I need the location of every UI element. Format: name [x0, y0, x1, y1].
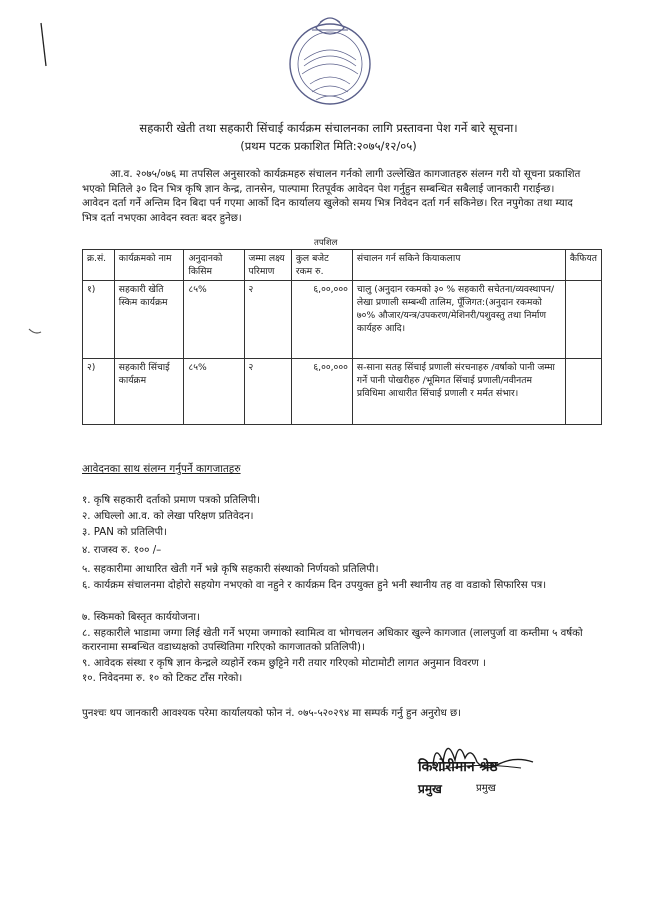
signatory-name: किशोरीमान श्रेष्ठ — [418, 759, 498, 775]
table-header: क्र.सं. — [83, 250, 115, 281]
table-cell-target: २ — [244, 359, 291, 425]
office-seal — [282, 4, 378, 110]
document-item: ९. आवेदक संस्था र कृषि ज्ञान केन्द्रले व्यहोर्ने रकम छुट्टिने गरी तयार गरिएको मोटामोटी लागत अनुमान विवरण । — [82, 658, 486, 669]
table-cell-name: सहकारी सिंचाई कार्यक्रम — [114, 359, 184, 425]
table-header: कुल बजेट रकम रु. — [291, 250, 352, 281]
document-item: १०. निवेदनमा रु. १० को टिकट टाँस गरेको। — [82, 673, 243, 684]
table-cell-remarks — [565, 359, 601, 425]
footnote: पुनश्चः थप जानकारी आवश्यक परेमा कार्यालयको फोन नं. ०७५-५२०२९४ मा सम्पर्क गर्नु हुन अनुरोध छ। — [82, 708, 461, 719]
notice-intro: आ.व. २०७५/०७६ मा तपसिल अनुसारको कार्यक्रमहरु संचालन गर्नको लागी उल्लेखित कागजातहरु संलग्न गरी यो सूचना प्रकाशित भएको मितिले ३० दिन भित्र कृषि ज्ञान केन्द्र, तानसेन, पाल्पामा रितपूर्वक आवेदन पेश गर्नुहुन सम्बन्धित सबैलाई जानकारी गराईन्छ। आवेदन दर्ता गर्ने अन्तिम दिन बिदा पर्न गएमा आर्को दिन कार्यालय खुलेको समय भित्र निवेदन दर्ता गर्न सकिनेछ। रित नपुगेका तथा म्याद भित्र दर्ता नभएका आवेदन स्वतः बदर हुनेछ। — [82, 169, 581, 224]
table-header: जम्मा लक्ष्य परिमाण — [244, 250, 291, 281]
document-item: ३. PAN को प्रतिलिपी। — [82, 527, 167, 538]
table-cell-activities: स-साना सतह सिंचाई प्रणाली संरचनाहरु /वर्षाको पानी जम्मा गर्ने पानी पोखरीहरु /भूमिगत सिंचाई प्रणाली/नवीनतम प्रविधिमा आधारीत सिंचाई प्रणाली र मर्मत संभार। — [352, 359, 565, 425]
table-cell-budget: ६,००,००० — [291, 359, 352, 425]
table-header: अनुदानको किसिम — [184, 250, 244, 281]
table-cell-target: २ — [244, 281, 291, 359]
signatory-title-print: प्रमुख — [476, 783, 496, 794]
table-cell-name: सहकारी खेति स्किम कार्यक्रम — [114, 281, 184, 359]
table-caption: तपशिल — [314, 238, 338, 248]
table-cell-sn: १) — [83, 281, 115, 359]
document-item: ६. कार्यक्रम संचालनमा दोहोरो सहयोग नभएको वा नहुने र कार्यक्रम दिन उपयुक्त हुने भनी स्थानीय तह वा वडाको सिफारिस पत्र। — [82, 580, 547, 591]
table-cell-budget: ६,००,००० — [291, 281, 352, 359]
notice-subtitle: (प्रथम पटक प्रकाशित मिति:२०७५/१२/०५) — [240, 139, 417, 153]
table-header: संचालन गर्न सकिने कियाकलाप — [352, 250, 565, 281]
pen-mark — [40, 22, 48, 68]
document-item: १. कृषि सहकारी दर्ताको प्रमाण पत्रको प्रतिलिपी। — [82, 495, 261, 506]
documents-heading: आवेदनका साथ संलग्न गर्नुपर्ने कागजातहरु — [82, 463, 241, 475]
document-item: ४. राजस्व रु. १०० /– — [82, 545, 162, 556]
document-item: २. अघिल्लो आ.व. को लेखा परिक्षण प्रतिवेदन। — [82, 511, 254, 522]
table-cell-type: ८५% — [184, 359, 244, 425]
notice-title: सहकारी खेती तथा सहकारी सिंचाई कार्यक्रम संचालनका लागि प्रस्तावना पेश गर्ने बारे सूचना। — [139, 121, 518, 135]
table-cell-type: ८५% — [184, 281, 244, 359]
document-item: ८. सहकारीले भाडामा जग्गा लिई खेती गर्ने भएमा जग्गाको स्वामित्व वा भोगचलन अधिकार खुल्ने कागजात (लालपुर्जा वा कम्तीमा ५ वर्षको करारनामा सम्बन्धित वडाध्यक्षको उपस्थितिमा गरिएको कागजातको प्रतिलिपी)। — [82, 628, 583, 653]
table-header-row — [83, 250, 602, 281]
table-cell-remarks — [565, 281, 601, 359]
program-table — [82, 249, 602, 425]
signatory-title: प्रमुख — [418, 782, 442, 796]
document-item: ५. सहकारीमा आधारित खेती गर्ने भन्ने कृषि सहकारी संस्थाको निर्णयको प्रतिलिपी। — [82, 564, 379, 575]
table-cell-activities: चालु (अनुदान रकमको ३० % सहकारी सचेतना/व्यवस्थापन/लेखा प्रणाली सम्बन्धी तालिम, पूँजिगत:(अनुदान रकमको ७०% औजार/यन्त्र/उपकरण/मेशिनरी/पशुवस्तु तथा निर्माण कार्यहरु आदि। — [352, 281, 565, 359]
table-cell-sn: २) — [83, 359, 115, 425]
table-row — [83, 359, 602, 425]
pen-mark — [28, 328, 42, 334]
document-item: ७. स्किमको बिस्तृत कार्ययोजना। — [82, 612, 200, 623]
table-row — [83, 281, 602, 359]
table-header: कार्यक्रमको नाम — [114, 250, 184, 281]
table-header: कैफियत — [565, 250, 601, 281]
